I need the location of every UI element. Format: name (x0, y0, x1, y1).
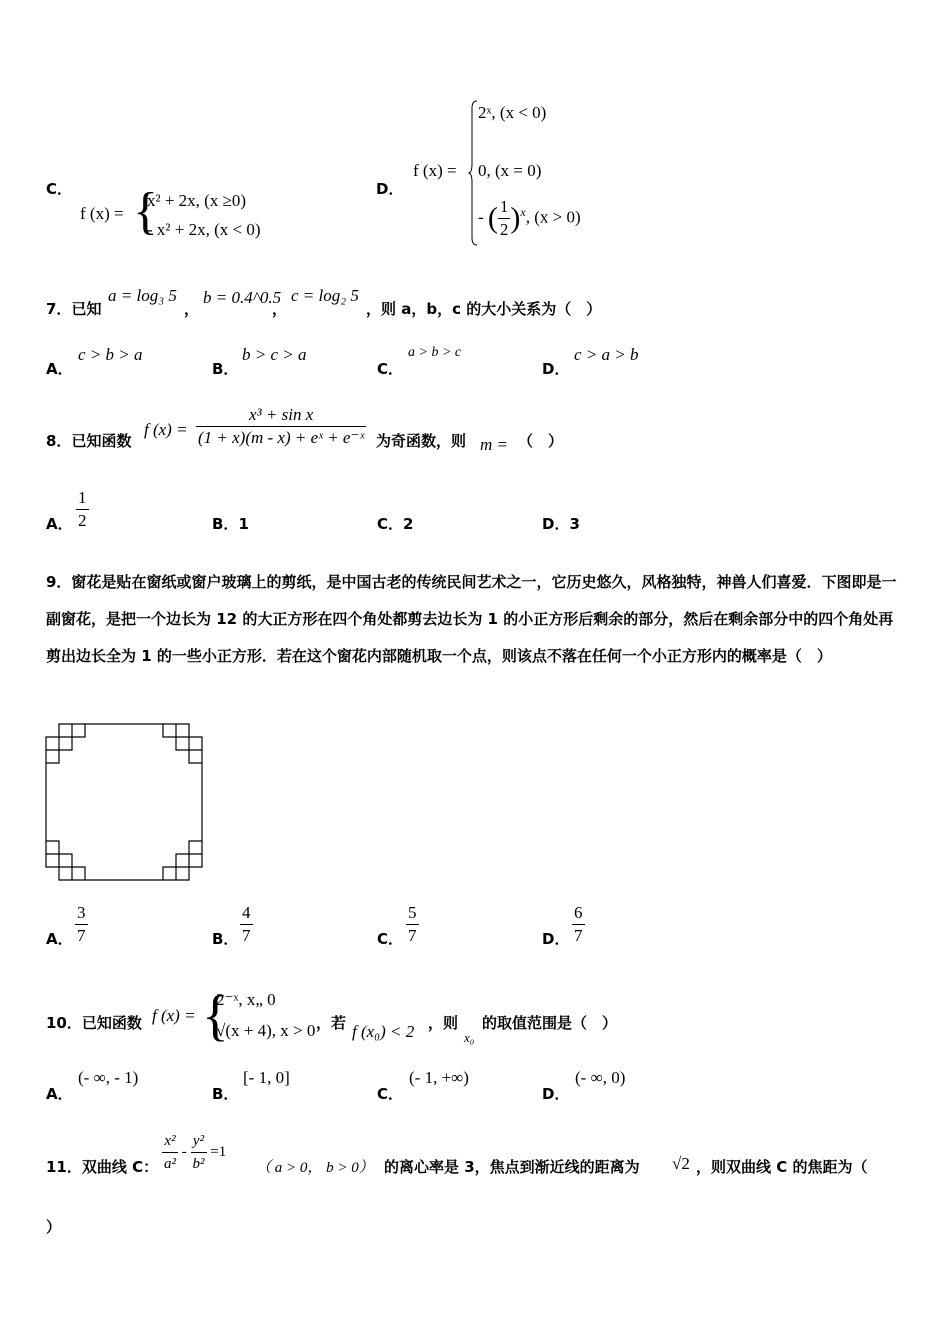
q8-option-a-den: 2 (78, 511, 87, 530)
q8-fraction (196, 404, 366, 449)
q10-option-a-label: A． (46, 1085, 73, 1103)
q9-option-c-label: C． (377, 930, 404, 948)
q8-option-d (542, 513, 580, 534)
q11-condition: （ a > 0， b > 0） (256, 1160, 374, 1176)
q10-mid1: ，若 (316, 1014, 347, 1032)
q6-option-d-paren-open: ( (487, 201, 498, 235)
q8-option-a-value (76, 487, 89, 532)
q9-option-b-den: 7 (242, 926, 251, 945)
q7-option-a-value: c > b > a (78, 345, 143, 364)
q11-minus: - (181, 1143, 187, 1160)
q7-lead: 已知 (71, 300, 102, 318)
q11-frac-y-num: y² (192, 1133, 205, 1149)
q10-case1: 2⁻ˣ, x„ 0 (216, 990, 276, 1009)
q10-condition: f (x₀) < 2 (352, 1022, 415, 1041)
q8-option-d-label: D． (542, 515, 570, 533)
q9-option-b-num: 4 (242, 903, 251, 922)
q10-stem (46, 1012, 142, 1033)
q9-stem: 9．窗花是贴在窗纸或窗户玻璃上的剪纸，是中国古老的传统民间艺术之一，它历史悠久，风格独特，神兽人们喜爱．下图即是一副窗花，是把一个边长为 12 的大正方形在四个角处都剪去边长为 1 的小正方形后剩余的部分，然后在剩余部分中的四个角处再剪出边长全为 1 的一些小正方形．若在这个窗花内部随机取一个点，则该点不落在任何一个小正方形内的概率是（ ） (46, 573, 897, 665)
q8-number: 8． (46, 432, 72, 450)
q8-option-b-label: B． (212, 515, 239, 533)
q10-option-b-label: B． (212, 1085, 239, 1103)
q8-option-b (212, 513, 249, 534)
q11-stem (46, 1156, 158, 1177)
q6-option-c-lhs: f (x) = (80, 204, 124, 223)
q6-option-d-exp: x (520, 204, 526, 219)
q7-option-a-label: A． (46, 360, 73, 378)
q11-frac-x (162, 1130, 178, 1175)
q11-number: 11． (46, 1158, 82, 1176)
q9-option-a-label: A． (46, 930, 73, 948)
q9-option-c-num: 5 (408, 903, 417, 922)
q10-var: x₀ (464, 1030, 475, 1045)
q8-option-d-value: 3 (569, 515, 580, 533)
q9-option-a-frac (75, 902, 88, 947)
q7-option-b-label: B． (212, 360, 239, 378)
q11-frac-x-den: a² (162, 1152, 178, 1175)
q6-option-d-case3-cond: , (x > 0) (525, 207, 581, 227)
q10-option-a-value: (- ∞, - 1) (78, 1068, 139, 1087)
q6-option-d-den: 2 (499, 220, 509, 239)
q10-brace: { (202, 985, 229, 1047)
q7-a-value: a = log₃ 5 (108, 286, 177, 305)
q8-tail: （ ） (518, 432, 564, 450)
q8-lead: 已知函数 (71, 432, 132, 450)
q7-option-c-label: C． (377, 360, 404, 378)
q10-option-d-value: (- ∞, 0) (575, 1068, 626, 1087)
q8-option-c (377, 513, 413, 534)
q11-equals: =1 (210, 1143, 227, 1160)
q10-tail: 的取值范围是（ ） (482, 1014, 618, 1032)
q7-stem (46, 298, 101, 319)
q10-mid2: ，则 (428, 1014, 459, 1032)
q10-option-c-label: C． (377, 1085, 404, 1103)
q9-option-d-den: 7 (574, 926, 583, 945)
q8-stem (46, 430, 131, 451)
q6-option-d-case3 (478, 196, 581, 241)
q8-option-a-frac (76, 487, 89, 532)
q6-option-c-brace: { (133, 183, 158, 240)
q9-option-a-value (75, 902, 88, 947)
q8-denominator: (1 + x)(m - x) + eˣ + e⁻ˣ (198, 428, 365, 447)
q8-option-a-label: A． (46, 515, 73, 533)
q11-sqrt2: √2 (672, 1154, 690, 1173)
q7-option-b-value: b > c > a (242, 345, 307, 364)
q11-lead: 双曲线 C： (81, 1158, 159, 1176)
q9-option-a-den: 7 (77, 926, 86, 945)
q6-option-d-case1: 2ˣ, (x < 0) (478, 103, 547, 122)
q7-sep2: ， (272, 300, 288, 318)
q6-option-d-label: D． (376, 180, 404, 198)
q7-tail: ，则 a，b，c 的大小关系为（ ） (366, 300, 602, 318)
q6-option-d-paren-close: ) (510, 201, 521, 235)
q8-option-c-label: C． (377, 515, 404, 533)
q11-frac-y-den: b² (191, 1152, 207, 1175)
q9-option-c-frac (406, 902, 419, 947)
q10-case2: √(x + 4), x > 0 (216, 1021, 316, 1040)
q8-option-a-num: 1 (78, 488, 87, 507)
q9-option-d-num: 6 (574, 903, 583, 922)
q9-window-flower-figure (45, 723, 207, 883)
q11-frac-x-num: x² (164, 1133, 176, 1149)
q11-equation (162, 1130, 226, 1175)
q9-option-a-num: 3 (77, 903, 86, 922)
q7-option-c-value: a > b > c (408, 345, 462, 360)
q10-lead: 已知函数 (81, 1014, 142, 1032)
q8-mid: 为奇函数，则 (376, 432, 467, 450)
q9-option-d-frac (572, 902, 585, 947)
q7-c-value: c = log₂ 5 (291, 286, 359, 305)
q10-number: 10． (46, 1014, 82, 1032)
q8-option-b-value: 1 (238, 515, 249, 533)
q11-frac-y (191, 1130, 207, 1175)
q6-option-c-case1: x² + 2x, (x ≥0) (147, 191, 247, 210)
q9-option-d-value (572, 902, 585, 947)
q9-option-d-label: D． (542, 930, 570, 948)
q7-b-value: b = 0.4^0.5 (203, 288, 282, 307)
q10-lhs: f (x) = (152, 1006, 196, 1025)
q6-option-d-brace (468, 100, 478, 246)
q8-var: m = (480, 435, 508, 454)
q11-mid: 的离心率是 3，焦点到渐近线的距离为 (384, 1158, 640, 1176)
q6-option-c-label: C． (46, 180, 73, 198)
q11-close-paren: ） (46, 1218, 62, 1236)
q9-option-b-frac (240, 902, 253, 947)
q6-option-d-lhs: f (x) = (413, 161, 457, 180)
q7-option-d-value: c > a > b (574, 345, 639, 364)
q9-option-c-den: 7 (408, 926, 417, 945)
q7-number: 7． (46, 300, 72, 318)
q6-option-d-case3-minus: - (478, 207, 484, 227)
q10-option-c-value: (- 1, +∞) (409, 1068, 469, 1087)
q6-option-c-case2: - x² + 2x, (x < 0) (147, 220, 261, 239)
q6-option-d-num: 1 (499, 197, 509, 216)
q6-option-d-case2: 0, (x = 0) (478, 161, 542, 180)
q9-option-b-value (240, 902, 253, 947)
q8-numerator: x³ + sin x (249, 405, 314, 424)
q10-option-d-label: D． (542, 1085, 570, 1103)
q8-lhs: f (x) = (144, 420, 188, 439)
q7-sep1: ， (184, 300, 200, 318)
q9-option-c-value (406, 902, 419, 947)
q8-fraction-body (196, 404, 366, 449)
q7-option-d-label: D． (542, 360, 570, 378)
q8-option-c-value: 2 (403, 515, 414, 533)
q11-tail: ，则双曲线 C 的焦距为（ (696, 1158, 868, 1176)
q6-option-d-fraction (498, 196, 511, 241)
q10-option-b-value: [- 1, 0] (243, 1068, 290, 1087)
q9-option-b-label: B． (212, 930, 239, 948)
